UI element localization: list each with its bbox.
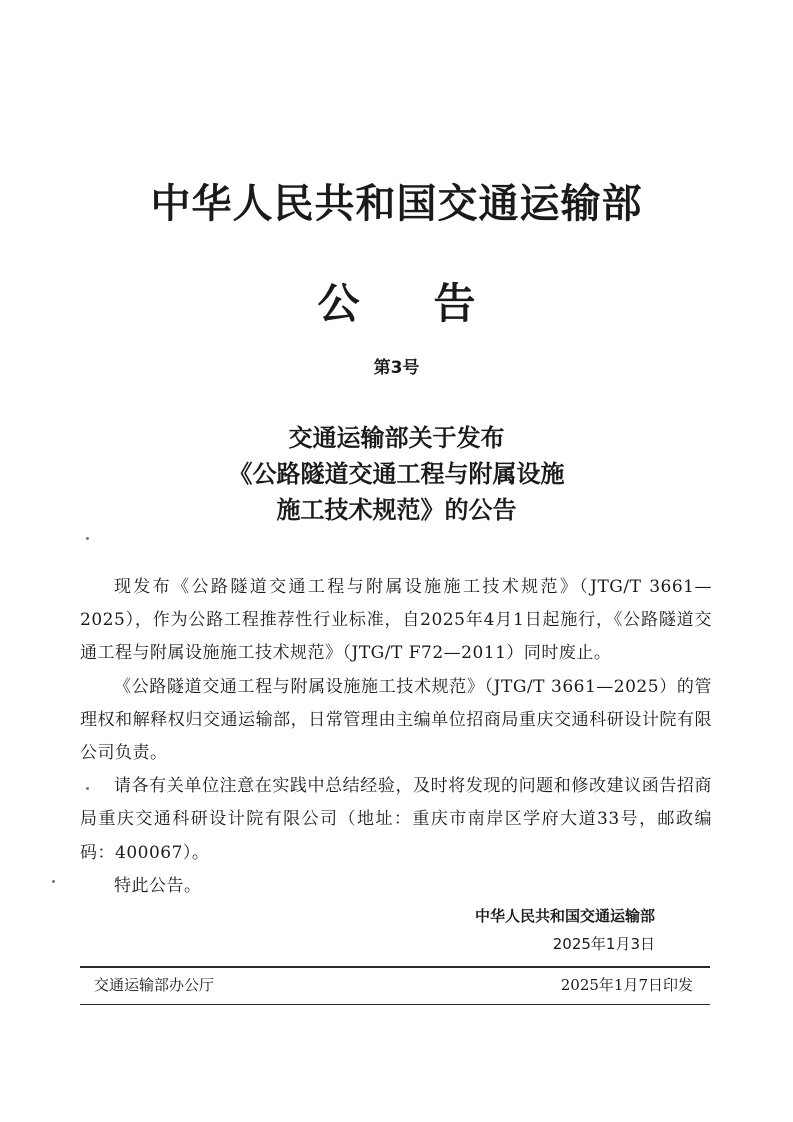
signature-organization: 中华人民共和国交通运输部 [474, 907, 655, 925]
title-line-1: 交通运输部关于发布 [288, 423, 505, 452]
signature-block [475, 902, 655, 958]
title-line-2: 《公路隧道交通工程与附属设施 [228, 459, 565, 488]
scan-speck [86, 537, 89, 540]
scan-speck [52, 880, 55, 883]
issuing-department: 中华人民共和国交通运输部 [150, 181, 643, 227]
body-paragraph-3: 请各有关单位注意在实践中总结经验，及时将发现的问题和修改建议函告招商局重庆交通科研设计院有限公司（地址：重庆市南岸区学府大道33号，邮政编码：400067）。 [80, 776, 712, 863]
signature-date: 2025年1月3日 [552, 935, 655, 953]
document-body [80, 571, 712, 903]
title-line-3: 施工技术规范》的公告 [276, 495, 517, 524]
announcement-number: 第3号 [373, 358, 420, 378]
body-paragraph-1: 现发布《公路隧道交通工程与附属设施施工技术规范》（JTG/T 3661—2025），作为公路工程推荐性行业标准，自2025年4月1日起施行，《公路隧道交通工程与附属设施施工技术规范》（JTG/T F72—2011）同时废止。 [80, 577, 712, 664]
footer-bottom-rule [80, 1004, 710, 1005]
announcement-heading: 公告 [317, 279, 550, 328]
body-paragraph-2: 《公路隧道交通工程与附属设施施工技术规范》（JTG/T 3661—2025）的管理权和解释权归交通运输部，日常管理由主编单位招商局重庆交通科研设计院有限公司负责。 [80, 676, 712, 764]
document-title [0, 420, 793, 528]
body-paragraph-4: 特此公告。 [114, 875, 202, 896]
footer-top-rule [80, 966, 710, 968]
footer-print-date: 2025年1月7日印发 [560, 976, 693, 994]
footer-issuer: 交通运输部办公厅 [94, 976, 215, 994]
scan-speck [86, 787, 89, 790]
